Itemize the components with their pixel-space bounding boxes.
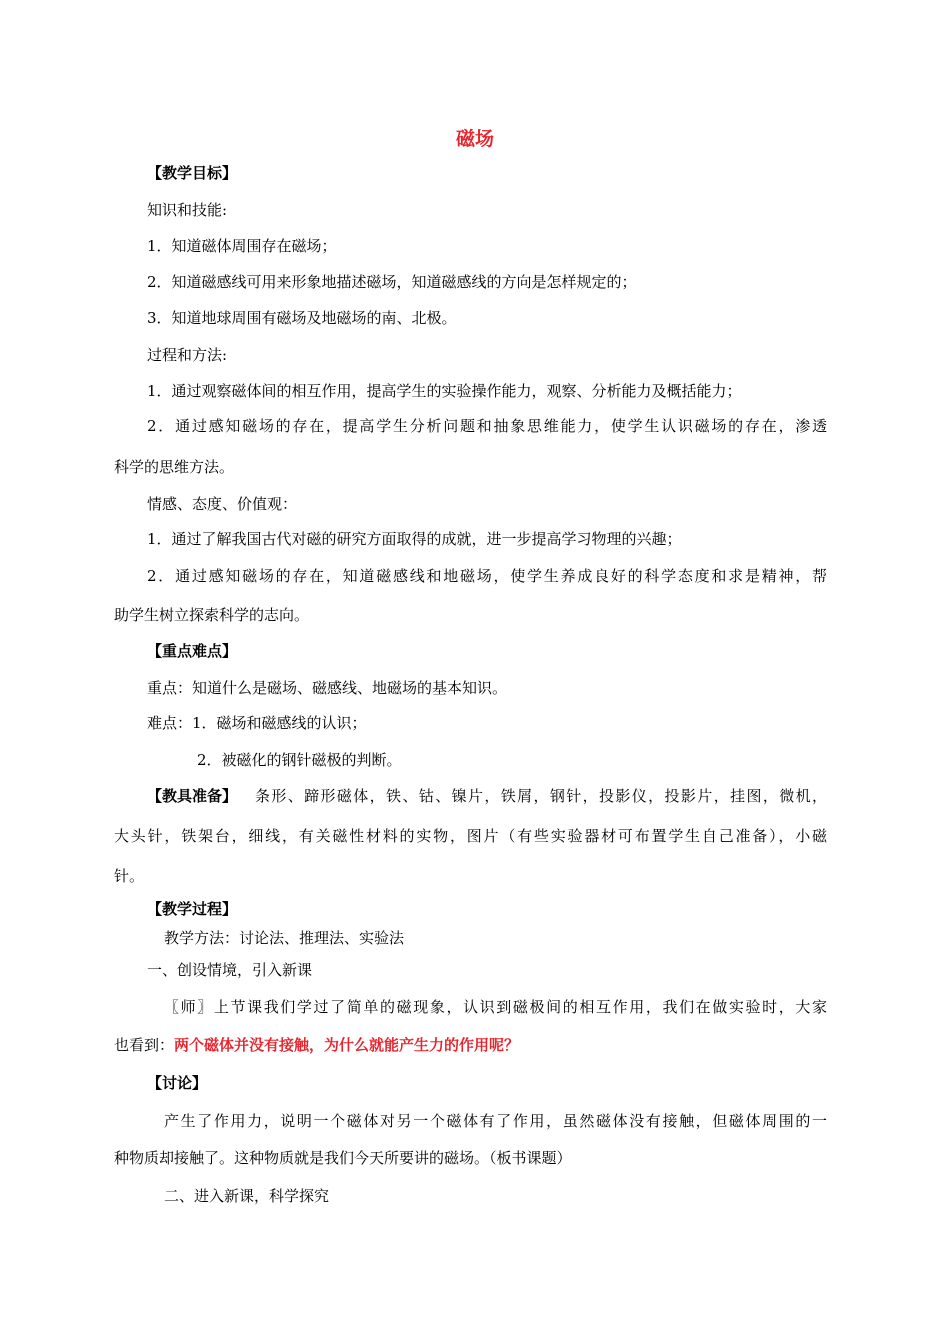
page-title: 磁场 bbox=[455, 128, 494, 150]
objectives-header: 【教学目标】 bbox=[147, 164, 238, 182]
teacher-intro-prefix: 也看到： bbox=[114, 1036, 175, 1054]
discussion-text-continued: 种物质却接触了。这种物质就是我们今天所要讲的磁场。（板书课题） bbox=[114, 1149, 572, 1167]
step-heading: 二、进入新课，科学探究 bbox=[164, 1187, 330, 1205]
tools-text-continued: 针。 bbox=[114, 867, 145, 885]
tools-text: 条形、蹄形磁体，铁、钴、镍片，铁屑，钢针，投影仪，投影片，挂图，微机， bbox=[255, 787, 827, 805]
knowledge-header: 知识和技能: bbox=[147, 201, 228, 219]
teacher-intro: 〖师〗上节课我们学过了简单的磁现象，认识到磁极间的相互作用，我们在做实验时，大家 bbox=[164, 998, 827, 1016]
key-header: 【重点难点】 bbox=[147, 642, 238, 660]
teaching-method: 教学方法：讨论法、推理法、实验法 bbox=[164, 929, 405, 947]
emotion-item: 2．通过感知磁场的存在，知道磁感线和地磁场，使学生养成良好的科学态度和求是精神，帮 bbox=[147, 567, 827, 585]
process-item-continued: 科学的思维方法。 bbox=[114, 458, 235, 476]
emotion-header: 情感、态度、价值观： bbox=[147, 495, 298, 513]
discussion-text: 产生了作用力，说明一个磁体对另一个磁体有了作用，虽然磁体没有接触，但磁体周围的一 bbox=[164, 1112, 827, 1130]
process-section-header: 【教学过程】 bbox=[147, 900, 238, 918]
key-point: 重点：知道什么是磁场、磁感线、地磁场的基本知识。 bbox=[147, 679, 508, 697]
teacher-intro-continued bbox=[114, 1035, 519, 1055]
tools-text-continued: 大头针，铁架台，细线，有关磁性材料的实物，图片（有些实验器材可布置学生自己准备），小磁 bbox=[114, 827, 827, 845]
knowledge-item: 1．知道磁体周围存在磁场； bbox=[147, 237, 337, 255]
emotion-item-continued: 助学生树立探索科学的志向。 bbox=[114, 606, 310, 624]
process-item: 1．通过观察磁体间的相互作用，提高学生的实验操作能力，观察、分析能力及概括能力； bbox=[147, 382, 742, 400]
process-item: 2．通过感知磁场的存在，提高学生分析问题和抽象思维能力，使学生认识磁场的存在，渗透 bbox=[147, 417, 827, 435]
step-heading: 一、创设情境，引入新课 bbox=[147, 961, 313, 979]
tools-header: 【教具准备】 bbox=[147, 787, 238, 805]
process-header: 过程和方法: bbox=[147, 346, 228, 364]
difficulty-item: 2．被磁化的钢针磁极的判断。 bbox=[197, 751, 402, 769]
difficulty-item: 难点：1．磁场和磁感线的认识； bbox=[147, 714, 367, 732]
teacher-question: 两个磁体并没有接触，为什么就能产生力的作用呢？ bbox=[174, 1036, 520, 1054]
emotion-item: 1．通过了解我国古代对磁的研究方面取得的成就，进一步提高学习物理的兴趣； bbox=[147, 530, 682, 548]
discussion-header: 【讨论】 bbox=[147, 1074, 208, 1092]
knowledge-item: 2．知道磁感线可用来形象地描述磁场，知道磁感线的方向是怎样规定的； bbox=[147, 273, 637, 291]
knowledge-item: 3．知道地球周围有磁场及地磁场的南、北极。 bbox=[147, 309, 457, 327]
